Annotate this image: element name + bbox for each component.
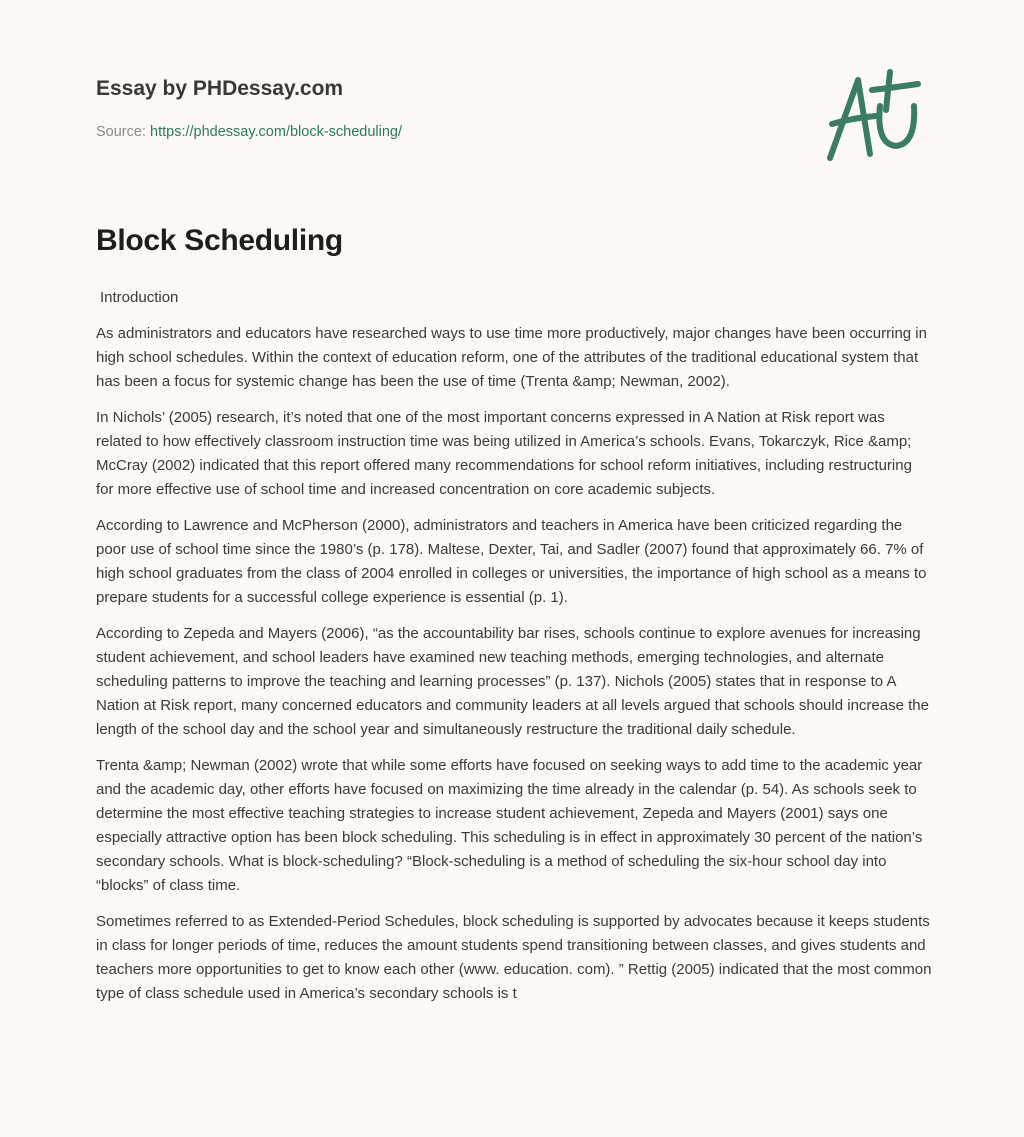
intro-heading: Introduction — [100, 289, 179, 306]
source-link[interactable]: https://phdessay.com/block-scheduling/ — [150, 124, 403, 140]
paragraph: Trenta &amp; Newman (2002) wrote that while some efforts have focused on seeking ways to add time to the academic year and the academic day, other efforts have focused on maximizing the time already in the calendar (p. 54). As schools seek to determine the most effective teaching strategies to increase student achievement, Zepeda and Mayers (2001) says one especially attractive option has been block scheduling. This scheduling is in effect in approximately 30 percent of the nation’s secondary schools. What is block-scheduling? “Block-scheduling is a method of scheduling the six-hour school day into “blocks” of class time. — [96, 757, 923, 894]
paragraph: Sometimes referred to as Extended-Period Schedules, block scheduling is supported by advocates because it keeps students in class for longer periods of time, reduces the amount students spend transitioning between classes, and gives students and teachers more opportunities to get to know each other (www. education. com). ” Rettig (2005) indicated that the most common type of class schedule used in America’s secondary schools is t — [96, 913, 932, 1002]
page-title: Block Scheduling — [96, 224, 343, 257]
a-plus-logo-icon — [818, 66, 928, 166]
paragraph: As administrators and educators have researched ways to use time more productively, major changes have been occurring in high school schedules. Within the context of education reform, one of the attributes of the traditional educational system that has been a focus for systemic change has been the use of time (Trenta &amp; Newman, 2002). — [96, 325, 927, 390]
source-line — [96, 124, 402, 140]
paragraph: According to Zepeda and Mayers (2006), “as the accountability bar rises, schools continue to explore avenues for increasing student achievement, and school leaders have examined new teaching methods, emerging technologies, and alternate scheduling patterns to improve the teaching and learning processes” (p. 137). Nichols (2005) states that in response to A Nation at Risk report, many concerned educators and community leaders at all levels argued that schools should increase the length of the school day and the school year and simultaneously restructure the traditional daily schedule. — [96, 625, 929, 738]
site-brand: Essay by PHDessay.com — [96, 77, 344, 100]
source-label: Source: — [96, 124, 146, 140]
essay-body — [96, 286, 932, 1018]
paragraph: According to Lawrence and McPherson (2000), administrators and teachers in America have been criticized regarding the poor use of school time since the 1980’s (p. 178). Maltese, Dexter, Tai, and Sadler (2007) found that approximately 66. 7% of high school graduates from the class of 2004 enrolled in colleges or universities, the importance of high school as a means to prepare students for a successful college experience is essential (p. 1). — [96, 517, 927, 606]
paragraph: In Nichols’ (2005) research, it’s noted that one of the most important concerns expressed in A Nation at Risk report was related to how effectively classroom instruction time was being utilized in America’s schools. Evans, Tokarczyk, Rice &amp; McCray (2002) indicated that this report offered many recommendations for school reform initiatives, including restructuring for more effective use of school time and increased concentration on core academic subjects. — [96, 409, 912, 498]
